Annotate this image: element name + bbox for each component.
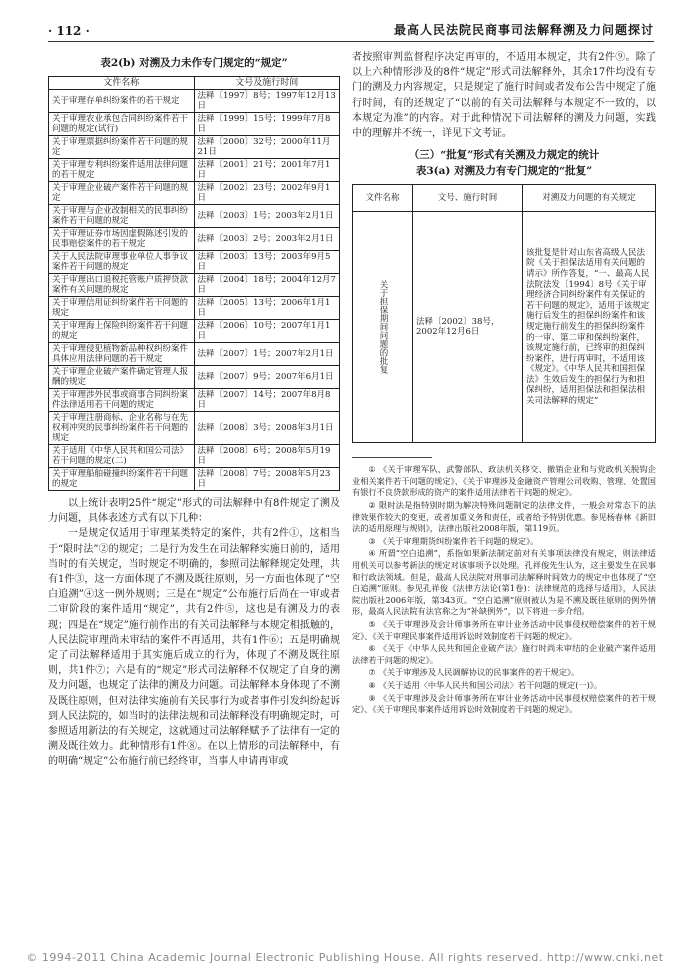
table-row [49, 228, 340, 251]
right-column [352, 50, 656, 717]
table-row [353, 212, 656, 443]
table-row [49, 205, 340, 228]
table2-cell-name: 关于审理船舶碰撞纠纷案件若干问题的规定 [49, 468, 195, 491]
running-title: 最高人民法院民商事司法解释溯及力问题探讨 [393, 23, 654, 37]
table2-cell-name: 关于审理存单纠纷案件的若干规定 [49, 90, 195, 113]
table2-caption: 表2(b) 对溯及力未作专门规定的“规定” [100, 57, 288, 69]
table3-header-code: 文号、施行时间 [413, 185, 523, 212]
footnote [352, 464, 656, 499]
table2-cell-code: 法释〔2006〕10号；2007年1月1日 [194, 320, 340, 343]
table-row [49, 320, 340, 343]
table2-cell-name: 关于审理侵犯植物新品种权纠纷案件具体应用法律问题的若干规定 [49, 343, 195, 366]
table-row [49, 412, 340, 445]
table-row [49, 445, 340, 468]
table2-cell-code: 法释〔2000〕32号；2000年11月21日 [194, 136, 340, 159]
table-row [49, 274, 340, 297]
running-header [48, 14, 654, 42]
footnote-text: 《关于〈中华人民共和国企业破产法〉施行时尚未审结的企业破产案件适用法律若干问题的规定》。 [352, 643, 656, 665]
table2-cell-name: 关于审理出口退税托管账户质押贷款案件有关问题的规定 [49, 274, 195, 297]
footnote [352, 536, 656, 548]
table-row [49, 159, 340, 182]
table3-header-content: 对溯及力问题的有关规定 [523, 185, 656, 212]
table2-cell-name: 关于审理证券市场因虚假陈述引发的民事赔偿案件的若干规定 [49, 228, 195, 251]
table2-cell-code: 法释〔2003〕13号；2003年9月5日 [194, 251, 340, 274]
table2-cell-name: 关于审理企业破产案件若干问题的规定 [49, 182, 195, 205]
left-column [48, 50, 340, 770]
table2-cell-name: 关于审理注册商标、企业名称与在先权利冲突的民事纠纷案件若干问题的规定 [49, 412, 195, 445]
table2-cell-name: 关于审理海上保险纠纷案件若干问题的规定 [49, 320, 195, 343]
table2-header-code: 文号及施行时间 [194, 77, 340, 90]
table2-body [49, 90, 340, 491]
page-number: · 112 · [48, 24, 90, 38]
footnote-mark: ③ [368, 535, 376, 546]
table2-cell-code: 法释〔2007〕14号；2007年8月8日 [194, 389, 340, 412]
table-row [49, 182, 340, 205]
footnote [352, 643, 656, 666]
footnote-text: 《关于审理涉及会计师事务所在审计业务活动中民事侵权赔偿案件的若干规定》、《关于审理民事案件适用诉讼时效制度若干问题的规定》。 [352, 618, 656, 641]
footnote-text: 《关于审理涉及会计师事务所在审计业务活动中民事侵权赔偿案件的若干规定》、《关于审理民事案件适用诉讼时效制度若干问题的规定》。 [352, 692, 656, 715]
footnote [352, 619, 656, 642]
footnote-mark: ② [368, 500, 376, 510]
table-row [49, 468, 340, 491]
footnote [352, 693, 656, 716]
footnote-mark: ④ [368, 548, 376, 559]
footnote-mark: ① [368, 464, 376, 475]
table2-cell-name: 关于审理涉外民事或商事合同纠纷案件法律适用若干问题的规定 [49, 389, 195, 412]
footnote-text: 《关于审理涉及人民调解协议的民事案件的若干规定》。 [378, 667, 580, 678]
table3-cell-content: 该批复是针对山东省高级人民法院《关于担保法适用有关问题的请示》所作答复，“一、最高人民法院法发〔1994〕8号《关于审理经济合同纠纷案件有关保证的若干问题的规定》，适用于该规定施行后发生的担保纠纷案件和该规定施行前发生的担保纠纷案件的一审、第二审和保纠纷案件，该规定施行前，已终审的担保纠纷案件，进行再审时，不适用该《规定》。《中华人民共和国担保法》生效后发生的担保行为和担保纠纷，适用担保法和担保法相关司法解释的规定” [523, 212, 656, 443]
footnote-text: 限时法是指特别时期为解决特殊问题制定的法律文件，一般会对常态下的法律效果作较大的变更，或者加重义务和责任，或者给予特别优惠。参见杨春林《新旧法的适用原理与规则》，法律出版社2008年版，第119页。 [352, 500, 656, 534]
table2-cell-name: 关于审理信用证纠纷案件若干问题的规定 [49, 297, 195, 320]
table-row [49, 136, 340, 159]
table-row [49, 251, 340, 274]
footnote [352, 667, 656, 679]
footnote-text: 《关于适用〈中华人民共和国公司法〉若干问题的规定(一)》。 [378, 679, 603, 690]
table2-cell-code: 法释〔2008〕7号；2008年5月23日 [194, 468, 340, 491]
table2-cell-code: 法释〔2002〕23号；2002年9月1日 [194, 182, 340, 205]
table2-cell-code: 法释〔2007〕1号；2007年2月1日 [194, 343, 340, 366]
table-row [49, 366, 340, 389]
table2-cell-code: 法释〔2007〕9号；2007年6月1日 [194, 366, 340, 389]
table2-cell-code: 法释〔2004〕18号；2004年12月7日 [194, 274, 340, 297]
copyright-footer: © 1994-2011 China Academic Journal Electronic Publishing House. All rights reserved. http://www.cnki.net [26, 951, 664, 964]
footnote-text: 《关于审理期货纠纷案件若干问题的规定》。 [378, 535, 539, 546]
footnote [352, 548, 656, 618]
footnote [352, 680, 656, 692]
table2-cell-name: 关于审理企业破产案件确定管理人报酬的规定 [49, 366, 195, 389]
footnote-text: 《关于审理军队、武警部队、政法机关移交、撤销企业和与党政机关脱钩企业相关案件若干问题的规定》、《关于审理涉及金融资产管理公司收购、管理、处置国有银行不良贷款形成的资产的案件适用法律若干问题的规定》。 [352, 464, 656, 498]
left-paragraph-2: 一是规定仅适用于审理某类特定的案件，共有2件①，这相当于“限时法”②的规定；二是行为发生在司法解释实施日前的，适用当时的有关规定，当时规定不明确的，参照司法解释规定处理，共有1件③，这一方面体现了不溯及既往原则，另一方面也体现了“空白追溯”④这一例外规则；三是在“规定”公布施行后尚在一审或者二审阶段的案件适用“规定”，共有2件⑤，这也是有溯及力的表现；四是在“规定”施行前作出的有关司法解释与本规定相抵触的，人民法院审理尚未审结的案件不再适用，共有1件⑥；五是明确规定了司法解释适用于其实施后成立的行为，体现了不溯及既往原则，共1件⑦；六是有的“规定”形式司法解释不仅规定了自身的溯及力问题，也规定了法律的溯及力问题。司法解释本身体现了不溯及既往原则，但对法律实施前有关民事行为或者事件引发纠纷起诉到人民法院的，如当时的法律法规和司法解释没有明确规定时，可参照适用新法的有关规定，这就通过司法解释赋予了法律有一定的溯及既往效力。此种情形有1件⑧。在以上情形的司法解释中，有的明确“规定”公布施行前已经终审，当事人申请再审或 [48, 528, 340, 768]
table2-cell-name: 关于审理票据纠纷案件若干问题的规定 [49, 136, 195, 159]
table2-cell-name: 关于适用《中华人民共和国公司法》若干问题的规定(二) [49, 445, 195, 468]
right-paragraph-1: 者按照审判监督程序决定再审的，不适用本规定，共有2件⑨。除了以上六种情形涉及的8件“规定”形式司法解释外，其余17件均没有专门的溯及力内容规定，只是规定了施行时间或者发布公告中规定了施行时间，有的还规定了“以前的有关司法解释与本规定不一致的，以本规定为准”的内容。对于此种情况下司法解释的溯及力问题，实践中的理解并不统一，详见下文考证。 [352, 52, 656, 140]
footnote-mark: ⑥ [368, 643, 376, 654]
table-row [49, 343, 340, 366]
footnotes [352, 464, 656, 715]
table2-cell-code: 法释〔1999〕15号；1999年7月8日 [194, 113, 340, 136]
footnote [352, 500, 656, 535]
table2-cell-code: 法释〔2003〕2号；2003年2月1日 [194, 228, 340, 251]
section-title: （三）“批复”形式有关溯及力规定的统计 [408, 149, 600, 162]
table2-cell-code: 法释〔2001〕21号；2001年7月1日 [194, 159, 340, 182]
table3 [352, 184, 656, 443]
table-row [49, 297, 340, 320]
footnote-mark: ⑧ [368, 679, 376, 690]
footnote-text: 所谓“空白追溯”，系指如果新法制定前对有关事项法律没有规定，则法律适用机关可以参考新法的规定对该事项予以处理。孔祥俊先生认为，这主要发生在民事和行政法领域。但是，最高人民法院对刑事司法解释时间效力的规定中也体现了“空白追溯”原则。参见孔祥俊《法律方法论(第1卷)：法律规范的选择与适用》，人民法院出版社2006年版，第343页。“空白追溯”原则被认为是不溯及既往原则的例外情形，最高人民法院有法官称之为“补缺例外”，以下将进一步介绍。 [352, 548, 656, 617]
table-row [49, 113, 340, 136]
table2-cell-code: 法释〔2008〕6号；2008年5月19日 [194, 445, 340, 468]
table2-cell-code: 法释〔2005〕13号；2006年1月1日 [194, 297, 340, 320]
table2-cell-code: 法释〔1997〕8号；1997年12月13日 [194, 90, 340, 113]
table2-cell-name: 关于审理农业承包合同纠纷案件若干问题的规定(试行) [49, 113, 195, 136]
table2-header-name: 文件名称 [49, 77, 195, 90]
footnote-mark: ⑤ [368, 618, 376, 629]
table2 [48, 76, 340, 491]
table2-cell-name: 关于人民法院审理事业单位人事争议案件若干问题的规定 [49, 251, 195, 274]
footnote-divider [352, 457, 432, 458]
left-paragraph-1: 以上统计表明25件“规定”形式的司法解释中有8件规定了溯及力问题，具体表述方式有以下几种： [48, 498, 340, 525]
table-row [49, 389, 340, 412]
table2-cell-code: 法释〔2003〕1号；2003年2月1日 [194, 205, 340, 228]
table2-cell-name: 关于审理专利纠纷案件适用法律问题的若干规定 [49, 159, 195, 182]
table3-cell-name: 关于担保期间问题的批复 [378, 280, 388, 374]
table2-cell-name: 关于审理与企业改制相关的民事纠纷案件若干问题的规定 [49, 205, 195, 228]
table3-header-name: 文件名称 [353, 185, 413, 212]
footnote-mark: ⑦ [368, 667, 376, 678]
footnote-mark: ⑨ [368, 692, 376, 703]
table2-cell-code: 法释〔2008〕3号；2008年3月1日 [194, 412, 340, 445]
table3-caption: 表3(a) 对溯及力有专门规定的“批复” [415, 165, 593, 178]
table3-cell-code: 法释〔2002〕38号，2002年12月6日 [413, 212, 523, 443]
table-row [49, 90, 340, 113]
